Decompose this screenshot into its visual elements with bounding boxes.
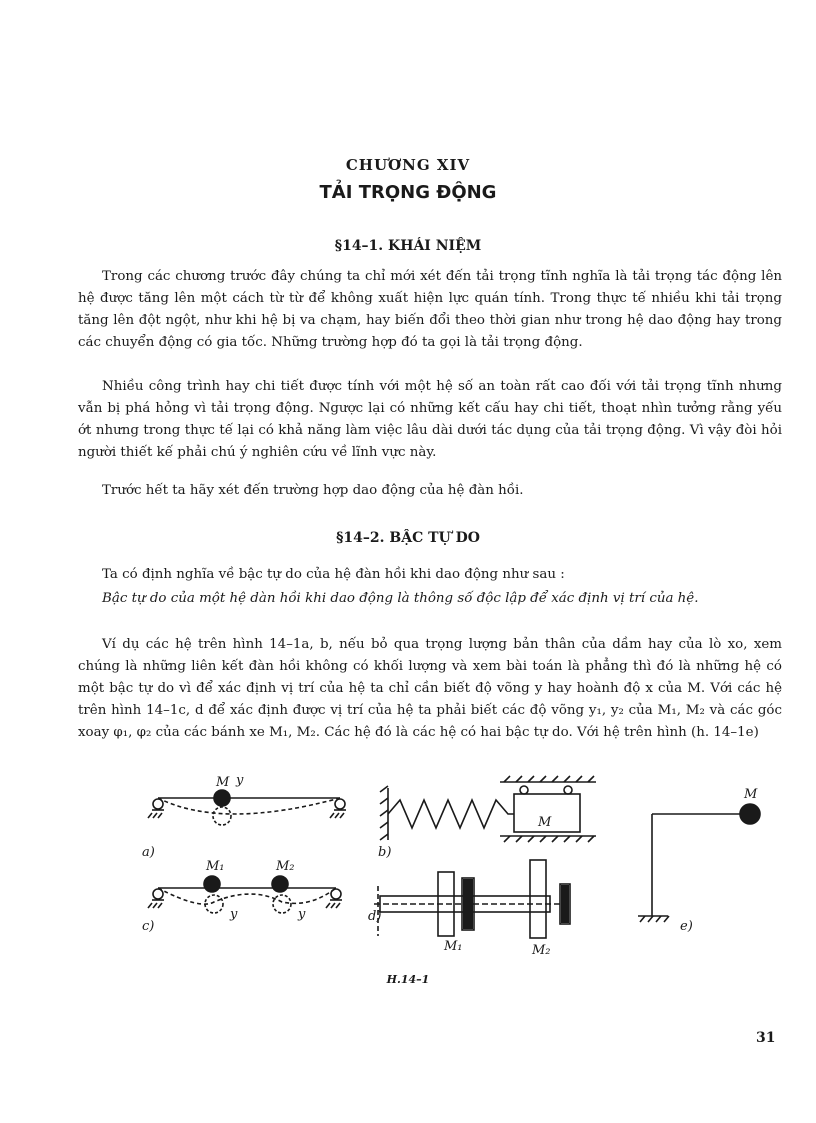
- figure-a-beam: [148, 798, 346, 825]
- paragraph: Ta có định nghĩa về bậc tự do của hệ đàn hồi khi dao động như sau :: [102, 567, 565, 582]
- label-y-c2: y: [298, 907, 306, 922]
- figure-c-beam-two-masses: [148, 888, 342, 913]
- label-a: a): [142, 845, 155, 860]
- page-number: 31: [756, 1030, 776, 1046]
- label-y-a: y: [236, 773, 244, 788]
- label-M1-c: M₁: [206, 859, 225, 874]
- chapter-heading: CHƯƠNG XIV: [345, 156, 471, 174]
- label-M2-c: M₂: [276, 859, 295, 874]
- paragraph: Trong các chương trước đây chúng ta chỉ mới xét đến tải trọng tĩnh nghĩa là tải trọng tác động lên hệ được tăng lên một cách từ từ để không xuất hiện lực quán tính. Trong thực tế nhiều khi tải trọng tăng lên đột ngột, như khi hệ bị va chạm, hay biến đổi theo thời gian như trong hệ dao động hay trong các chuyển động có gia tốc. Những trường hợp đó ta gọi là tải trọng động.: [78, 269, 782, 350]
- paragraph: Nhiều công trình hay chi tiết được tính với một hệ số an toàn rất cao đối với tải trọng tĩnh nhưng vẫn bị phá hỏng vì tải trọng động. Ngược lại có những kết cấu hay chi tiết, thoạt nhìn tưởng rằng yếu ớt nhưng trong thực tế lại có khả năng làm việc lâu dài dưới tác dụng của tải trọng động. Vì vậy đòi hỏi người thiết kế phải chú ý nghiên cứu về lĩnh vực này.: [78, 379, 782, 460]
- figure-caption: H.14–1: [386, 973, 430, 986]
- label-M-e: M: [744, 787, 758, 802]
- label-e: e): [680, 919, 693, 934]
- definition-paragraph: Bậc tự do của một hệ dàn hồi khi dao động là thông số độc lập để xác định vị trí của hệ.: [102, 591, 699, 606]
- label-b: b): [378, 845, 392, 860]
- chapter-title: TẢI TRỌNG ĐỘNG: [319, 182, 497, 203]
- section-heading-14-1: §14–1. KHÁI NIỆM: [334, 238, 482, 254]
- label-M-a: M: [216, 775, 230, 790]
- label-M-b: M: [538, 815, 552, 830]
- figure-e-frame: [638, 814, 748, 922]
- label-M1-d: M₁: [444, 939, 463, 954]
- label-c: c): [142, 919, 155, 934]
- label-M2-d: M₂: [532, 943, 551, 958]
- label-y-c1: y: [230, 907, 238, 922]
- paragraph: Ví dụ các hệ trên hình 14–1a, b, nếu bỏ qua trọng lượng bản thân của dầm hay của lò xo, xem chúng là những liên kết đàn hồi không có khối lượng và xem bài toán là phẳng thì đó là những hệ có một bậc tự do vì để xác định vị trí của hệ ta chỉ cần biết độ võng y hay hoành độ x của M. Với các hệ trên hình 14–1c, d để xác định được vị trí của hệ ta phải biết các độ võng y₁, y₂ của M₁, M₂ và các góc xoay φ₁, φ₂ của các bánh xe M₁, M₂. Các hệ đó là các hệ có hai bậc tự do. Với hệ trên hình (h. 14–1e): [78, 637, 782, 740]
- label-d: d): [368, 909, 382, 924]
- section-heading-14-2: §14–2. BẬC TỰ DO: [336, 530, 480, 546]
- figure-14-1: [0, 760, 816, 970]
- paragraph: Trước hết ta hãy xét đến trường hợp dao động của hệ đàn hồi.: [102, 483, 524, 498]
- figure-b-spring-mass: [380, 776, 596, 842]
